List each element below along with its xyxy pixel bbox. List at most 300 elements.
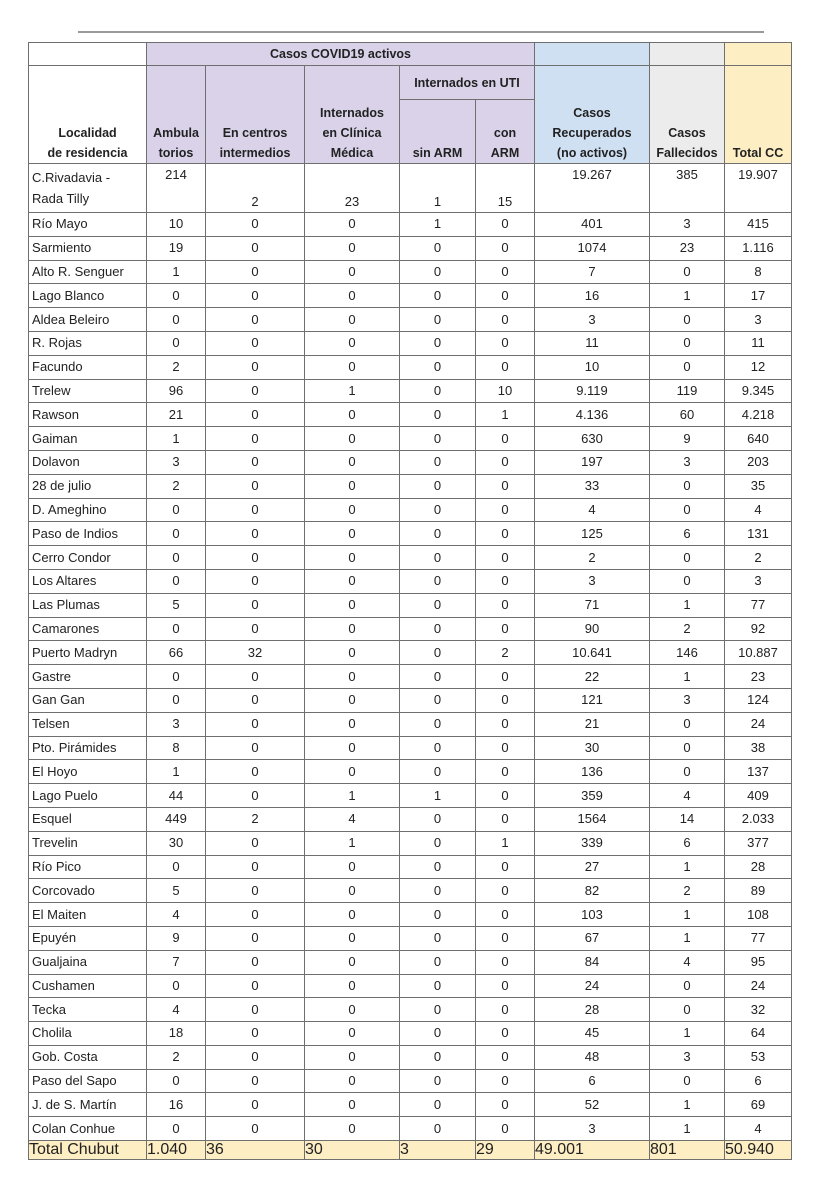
- cell-total: 415: [725, 213, 792, 237]
- table-row: [29, 474, 792, 498]
- cell-total: 640: [725, 427, 792, 451]
- cell-localidad: Los Altares: [29, 569, 147, 593]
- cell-fallecidos: 1: [650, 1117, 725, 1141]
- cell-fallecidos: 0: [650, 736, 725, 760]
- header-con-arm: [476, 100, 535, 164]
- cell-recuperados: 1564: [535, 807, 650, 831]
- cell-centros: 0: [206, 308, 305, 332]
- header-localidad: [29, 66, 147, 164]
- total-cell-centros: 36: [206, 1141, 305, 1160]
- cell-fallecidos: 0: [650, 760, 725, 784]
- cell-localidad: Gualjaina: [29, 950, 147, 974]
- cell-centros: 0: [206, 950, 305, 974]
- cell-centros: 0: [206, 474, 305, 498]
- table-row: [29, 1022, 792, 1046]
- table-row: [29, 760, 792, 784]
- cell-total: 108: [725, 903, 792, 927]
- cell-con-arm: 0: [476, 236, 535, 260]
- cell-recuperados: 48: [535, 1045, 650, 1069]
- total-cell-ambulatorios: 1.040: [147, 1141, 206, 1160]
- cell-ambulatorios: 7: [147, 950, 206, 974]
- cell-recuperados: 3: [535, 569, 650, 593]
- cell-ambulatorios: 0: [147, 665, 206, 689]
- header-centros-l2: intermedios: [219, 146, 291, 160]
- cell-localidad: Telsen: [29, 712, 147, 736]
- header-recup-l2: Recuperados: [552, 126, 632, 140]
- cell-centros: 0: [206, 1093, 305, 1117]
- cell-localidad: R. Rojas: [29, 331, 147, 355]
- cell-localidad: Alto R. Senguer: [29, 260, 147, 284]
- cell-recuperados: 22: [535, 665, 650, 689]
- cell-localidad: Gaiman: [29, 427, 147, 451]
- cell-clinica: 0: [305, 403, 400, 427]
- cell-recuperados: 19.267: [535, 164, 650, 213]
- cell-fallecidos: 119: [650, 379, 725, 403]
- cell-con-arm: 0: [476, 998, 535, 1022]
- cell-fallecidos: 2: [650, 879, 725, 903]
- cell-recuperados: 82: [535, 879, 650, 903]
- header-sin-arm-label: sin ARM: [412, 146, 463, 160]
- cell-total: 3: [725, 308, 792, 332]
- total-row: [29, 1141, 792, 1160]
- cell-clinica: 4: [305, 807, 400, 831]
- cell-centros: 0: [206, 831, 305, 855]
- table-row: [29, 522, 792, 546]
- cell-clinica: 0: [305, 736, 400, 760]
- cell-clinica: 0: [305, 926, 400, 950]
- cell-total: 11: [725, 331, 792, 355]
- cell-ambulatorios: 19: [147, 236, 206, 260]
- cell-ambulatorios: 18: [147, 1022, 206, 1046]
- cell-ambulatorios: 21: [147, 403, 206, 427]
- cell-clinica: 0: [305, 331, 400, 355]
- cell-total: 2.033: [725, 807, 792, 831]
- header-localidad-l1: Localidad: [58, 126, 117, 140]
- header-internados-l1: Internados: [320, 106, 384, 120]
- header-corner: [29, 43, 147, 66]
- header-blue-top: [535, 43, 650, 66]
- cell-centros: 0: [206, 855, 305, 879]
- cell-localidad: 28 de julio: [29, 474, 147, 498]
- cell-sin-arm: 0: [400, 1022, 476, 1046]
- cell-ambulatorios: 4: [147, 903, 206, 927]
- cell-recuperados: 21: [535, 712, 650, 736]
- cell-ambulatorios: 0: [147, 308, 206, 332]
- cell-recuperados: 121: [535, 688, 650, 712]
- cell-centros: 2: [206, 807, 305, 831]
- header-recuperados: [535, 66, 650, 164]
- cell-centros: 0: [206, 998, 305, 1022]
- cell-localidad: Puerto Madryn: [29, 641, 147, 665]
- cell-centros: 0: [206, 736, 305, 760]
- cell-sin-arm: 1: [400, 784, 476, 808]
- cell-centros: 2: [206, 164, 305, 213]
- cell-centros: 0: [206, 284, 305, 308]
- header-con-l2: ARM: [490, 146, 520, 160]
- cell-fallecidos: 6: [650, 831, 725, 855]
- cell-fallecidos: 2: [650, 617, 725, 641]
- cell-con-arm: 0: [476, 688, 535, 712]
- cell-localidad: Trelew: [29, 379, 147, 403]
- cell-clinica: 0: [305, 498, 400, 522]
- cell-fallecidos: 0: [650, 712, 725, 736]
- cell-centros: 0: [206, 331, 305, 355]
- cell-recuperados: 3: [535, 1117, 650, 1141]
- cell-clinica: 0: [305, 427, 400, 451]
- cell-sin-arm: 0: [400, 284, 476, 308]
- cell-centros: 0: [206, 903, 305, 927]
- cell-clinica: 0: [305, 760, 400, 784]
- cell-clinica: 23: [305, 164, 400, 213]
- cell-recuperados: 125: [535, 522, 650, 546]
- cell-centros: 0: [206, 784, 305, 808]
- cell-clinica: 0: [305, 665, 400, 689]
- cell-centros: 0: [206, 427, 305, 451]
- cell-total: 124: [725, 688, 792, 712]
- cell-total: 77: [725, 926, 792, 950]
- header-internados-l2: en Clínica: [322, 126, 382, 140]
- cell-ambulatorios: 0: [147, 1117, 206, 1141]
- cell-clinica: 0: [305, 641, 400, 665]
- cell-recuperados: 30: [535, 736, 650, 760]
- cell-ambulatorios: 8: [147, 736, 206, 760]
- header-activos: Casos COVID19 activos: [147, 43, 535, 66]
- table-row: [29, 546, 792, 570]
- cell-localidad: Epuyén: [29, 926, 147, 950]
- cell-con-arm: 0: [476, 213, 535, 237]
- cell-ambulatorios: 0: [147, 498, 206, 522]
- table-row: [29, 498, 792, 522]
- cell-total: 6: [725, 1069, 792, 1093]
- cell-ambulatorios: 0: [147, 569, 206, 593]
- cell-localidad: Pto. Pirámides: [29, 736, 147, 760]
- cell-recuperados: 359: [535, 784, 650, 808]
- cell-sin-arm: 1: [400, 213, 476, 237]
- cell-localidad: El Maiten: [29, 903, 147, 927]
- cell-con-arm: 0: [476, 617, 535, 641]
- cell-con-arm: 0: [476, 498, 535, 522]
- cell-localidad: Rawson: [29, 403, 147, 427]
- cell-total: 77: [725, 593, 792, 617]
- cell-fallecidos: 0: [650, 974, 725, 998]
- cell-sin-arm: 0: [400, 712, 476, 736]
- cell-localidad: Paso del Sapo: [29, 1069, 147, 1093]
- cell-con-arm: 0: [476, 950, 535, 974]
- cell-sin-arm: 0: [400, 641, 476, 665]
- cell-clinica: 0: [305, 903, 400, 927]
- cell-clinica: 0: [305, 1117, 400, 1141]
- cell-localidad: Paso de Indios: [29, 522, 147, 546]
- cell-con-arm: 0: [476, 712, 535, 736]
- table-row: [29, 903, 792, 927]
- cell-con-arm: 0: [476, 784, 535, 808]
- cell-centros: 0: [206, 974, 305, 998]
- header-total: [725, 66, 792, 164]
- cell-recuperados: 630: [535, 427, 650, 451]
- cell-fallecidos: 1: [650, 855, 725, 879]
- cell-clinica: 0: [305, 593, 400, 617]
- table-row: [29, 355, 792, 379]
- cell-total: 24: [725, 974, 792, 998]
- cell-sin-arm: 0: [400, 379, 476, 403]
- cell-clinica: 0: [305, 1045, 400, 1069]
- cell-fallecidos: 1: [650, 593, 725, 617]
- cell-recuperados: 9.119: [535, 379, 650, 403]
- total-cell-fallecidos: 801: [650, 1141, 725, 1160]
- cell-total: 4.218: [725, 403, 792, 427]
- table-row: [29, 260, 792, 284]
- cell-recuperados: 45: [535, 1022, 650, 1046]
- table-row: [29, 926, 792, 950]
- cell-con-arm: 0: [476, 474, 535, 498]
- cell-fallecidos: 3: [650, 1045, 725, 1069]
- cell-ambulatorios: 0: [147, 688, 206, 712]
- cell-clinica: 0: [305, 1022, 400, 1046]
- cell-ambulatorios: 1: [147, 760, 206, 784]
- cell-clinica: 0: [305, 712, 400, 736]
- header-ambulatorios: [147, 66, 206, 164]
- cell-total: 131: [725, 522, 792, 546]
- cell-localidad: Río Mayo: [29, 213, 147, 237]
- cell-sin-arm: 0: [400, 807, 476, 831]
- cell-fallecidos: 385: [650, 164, 725, 213]
- cell-fallecidos: 1: [650, 665, 725, 689]
- cell-localidad: Aldea Beleiro: [29, 308, 147, 332]
- cell-ambulatorios: 0: [147, 855, 206, 879]
- header-localidad-l2: de residencia: [47, 146, 128, 160]
- cell-ambulatorios: 96: [147, 379, 206, 403]
- cell-localidad: Tecka: [29, 998, 147, 1022]
- cell-ambulatorios: 2: [147, 1045, 206, 1069]
- cell-clinica: 0: [305, 998, 400, 1022]
- total-cell-con-arm: 29: [476, 1141, 535, 1160]
- table-row: [29, 308, 792, 332]
- cell-localidad: Gastre: [29, 665, 147, 689]
- cell-fallecidos: 3: [650, 213, 725, 237]
- cell-fallecidos: 60: [650, 403, 725, 427]
- cell-centros: 0: [206, 593, 305, 617]
- cell-clinica: 0: [305, 569, 400, 593]
- cell-recuperados: 10.641: [535, 641, 650, 665]
- cell-sin-arm: 0: [400, 879, 476, 903]
- cell-sin-arm: 0: [400, 950, 476, 974]
- cell-sin-arm: 0: [400, 760, 476, 784]
- cell-total: 203: [725, 450, 792, 474]
- table-row: [29, 879, 792, 903]
- cell-ambulatorios: 30: [147, 831, 206, 855]
- cell-localidad: Gan Gan: [29, 688, 147, 712]
- cell-ambulatorios: 9: [147, 926, 206, 950]
- cell-con-arm: 0: [476, 260, 535, 284]
- cell-sin-arm: 0: [400, 546, 476, 570]
- cell-ambulatorios: 10: [147, 213, 206, 237]
- cell-ambulatorios: 2: [147, 474, 206, 498]
- cell-clinica: 0: [305, 260, 400, 284]
- cell-localidad: Cerro Condor: [29, 546, 147, 570]
- cell-fallecidos: 3: [650, 688, 725, 712]
- cell-con-arm: 0: [476, 903, 535, 927]
- cell-total: 19.907: [725, 164, 792, 213]
- cell-sin-arm: 0: [400, 498, 476, 522]
- table-row: [29, 379, 792, 403]
- cell-recuperados: 24: [535, 974, 650, 998]
- cell-con-arm: 2: [476, 641, 535, 665]
- cell-clinica: 0: [305, 974, 400, 998]
- cell-clinica: 0: [305, 950, 400, 974]
- header-internados-l3: Médica: [330, 146, 374, 160]
- cell-fallecidos: 0: [650, 498, 725, 522]
- cell-total: 4: [725, 1117, 792, 1141]
- table-row: [29, 284, 792, 308]
- cell-fallecidos: 23: [650, 236, 725, 260]
- cell-ambulatorios: 449: [147, 807, 206, 831]
- cell-fallecidos: 14: [650, 807, 725, 831]
- cell-con-arm: 0: [476, 427, 535, 451]
- cell-fallecidos: 1: [650, 903, 725, 927]
- cell-recuperados: 28: [535, 998, 650, 1022]
- cell-centros: 0: [206, 926, 305, 950]
- cell-con-arm: 0: [476, 569, 535, 593]
- cell-localidad-l2: Rada Tilly: [32, 190, 90, 206]
- cell-total: 10.887: [725, 641, 792, 665]
- cell-ambulatorios: 0: [147, 546, 206, 570]
- cell-centros: 0: [206, 213, 305, 237]
- cell-clinica: 1: [305, 831, 400, 855]
- cell-con-arm: 0: [476, 855, 535, 879]
- cell-centros: 0: [206, 712, 305, 736]
- cell-localidad: Sarmiento: [29, 236, 147, 260]
- header-total-label: Total CC: [732, 146, 784, 160]
- cell-recuperados: 7: [535, 260, 650, 284]
- cell-centros: 0: [206, 379, 305, 403]
- cell-con-arm: 0: [476, 1117, 535, 1141]
- cell-sin-arm: 0: [400, 450, 476, 474]
- cell-ambulatorios: 16: [147, 1093, 206, 1117]
- cell-ambulatorios: 0: [147, 284, 206, 308]
- header-centros-l1: En centros: [222, 126, 288, 140]
- header-fall-l2: Fallecidos: [656, 146, 718, 160]
- top-divider-line: [78, 31, 764, 33]
- cell-localidad: Gob. Costa: [29, 1045, 147, 1069]
- cell-total: 89: [725, 879, 792, 903]
- cell-sin-arm: 0: [400, 617, 476, 641]
- cell-centros: 0: [206, 450, 305, 474]
- cell-recuperados: 67: [535, 926, 650, 950]
- header-centros: [206, 66, 305, 164]
- cell-recuperados: 27: [535, 855, 650, 879]
- cell-localidad: Colan Conhue: [29, 1117, 147, 1141]
- cell-clinica: 0: [305, 1093, 400, 1117]
- cell-total: 377: [725, 831, 792, 855]
- cell-ambulatorios: 66: [147, 641, 206, 665]
- total-cell-clinica: 30: [305, 1141, 400, 1160]
- cell-fallecidos: 0: [650, 474, 725, 498]
- cell-localidad: [29, 164, 147, 213]
- table-row: [29, 450, 792, 474]
- table-row: [29, 1093, 792, 1117]
- cell-fallecidos: 0: [650, 260, 725, 284]
- cell-sin-arm: 0: [400, 903, 476, 927]
- cell-sin-arm: 0: [400, 1045, 476, 1069]
- cell-total: 3: [725, 569, 792, 593]
- header-yellow-top: [725, 43, 792, 66]
- cell-sin-arm: 0: [400, 1093, 476, 1117]
- cell-total: 64: [725, 1022, 792, 1046]
- cell-ambulatorios: 3: [147, 712, 206, 736]
- cell-localidad: Las Plumas: [29, 593, 147, 617]
- cell-clinica: 0: [305, 355, 400, 379]
- cell-con-arm: 0: [476, 331, 535, 355]
- table-row: [29, 974, 792, 998]
- cell-localidad: Lago Puelo: [29, 784, 147, 808]
- cell-clinica: 0: [305, 474, 400, 498]
- cell-centros: 0: [206, 688, 305, 712]
- cell-con-arm: 0: [476, 807, 535, 831]
- cell-con-arm: 0: [476, 665, 535, 689]
- cell-centros: 32: [206, 641, 305, 665]
- cell-total: 28: [725, 855, 792, 879]
- cell-centros: 0: [206, 1022, 305, 1046]
- cell-con-arm: 0: [476, 760, 535, 784]
- cell-sin-arm: 0: [400, 974, 476, 998]
- cell-total: 137: [725, 760, 792, 784]
- cell-recuperados: 4: [535, 498, 650, 522]
- cell-sin-arm: 0: [400, 331, 476, 355]
- cell-localidad: Trevelin: [29, 831, 147, 855]
- cell-total: 53: [725, 1045, 792, 1069]
- table-row: [29, 998, 792, 1022]
- cell-fallecidos: 0: [650, 308, 725, 332]
- cell-fallecidos: 9: [650, 427, 725, 451]
- cell-con-arm: 0: [476, 355, 535, 379]
- cell-total: 8: [725, 260, 792, 284]
- header-recup-l1: Casos: [573, 106, 611, 120]
- total-cell-localidad: Total Chubut: [29, 1141, 147, 1160]
- cell-clinica: 1: [305, 784, 400, 808]
- cell-centros: 0: [206, 260, 305, 284]
- cell-ambulatorios: 44: [147, 784, 206, 808]
- cell-con-arm: 0: [476, 926, 535, 950]
- cell-centros: 0: [206, 355, 305, 379]
- cell-sin-arm: 0: [400, 260, 476, 284]
- cell-fallecidos: 0: [650, 355, 725, 379]
- header-uti: Internados en UTI: [400, 66, 535, 100]
- cell-clinica: 0: [305, 546, 400, 570]
- cell-clinica: 0: [305, 879, 400, 903]
- cell-con-arm: 0: [476, 1022, 535, 1046]
- cell-total: 35: [725, 474, 792, 498]
- cell-total: 23: [725, 665, 792, 689]
- table-row: [29, 403, 792, 427]
- cell-centros: 0: [206, 498, 305, 522]
- cell-centros: 0: [206, 522, 305, 546]
- cell-ambulatorios: 214: [147, 164, 206, 213]
- total-cell-recuperados: 49.001: [535, 1141, 650, 1160]
- cell-total: 4: [725, 498, 792, 522]
- cell-ambulatorios: 0: [147, 522, 206, 546]
- table-row: [29, 331, 792, 355]
- cell-sin-arm: 1: [400, 164, 476, 213]
- cell-con-arm: 0: [476, 1069, 535, 1093]
- table-row: [29, 236, 792, 260]
- cell-clinica: 0: [305, 284, 400, 308]
- table-row: [29, 712, 792, 736]
- cell-total: 9.345: [725, 379, 792, 403]
- cell-sin-arm: 0: [400, 522, 476, 546]
- cell-clinica: 0: [305, 1069, 400, 1093]
- table-row: [29, 164, 792, 213]
- cell-ambulatorios: 4: [147, 998, 206, 1022]
